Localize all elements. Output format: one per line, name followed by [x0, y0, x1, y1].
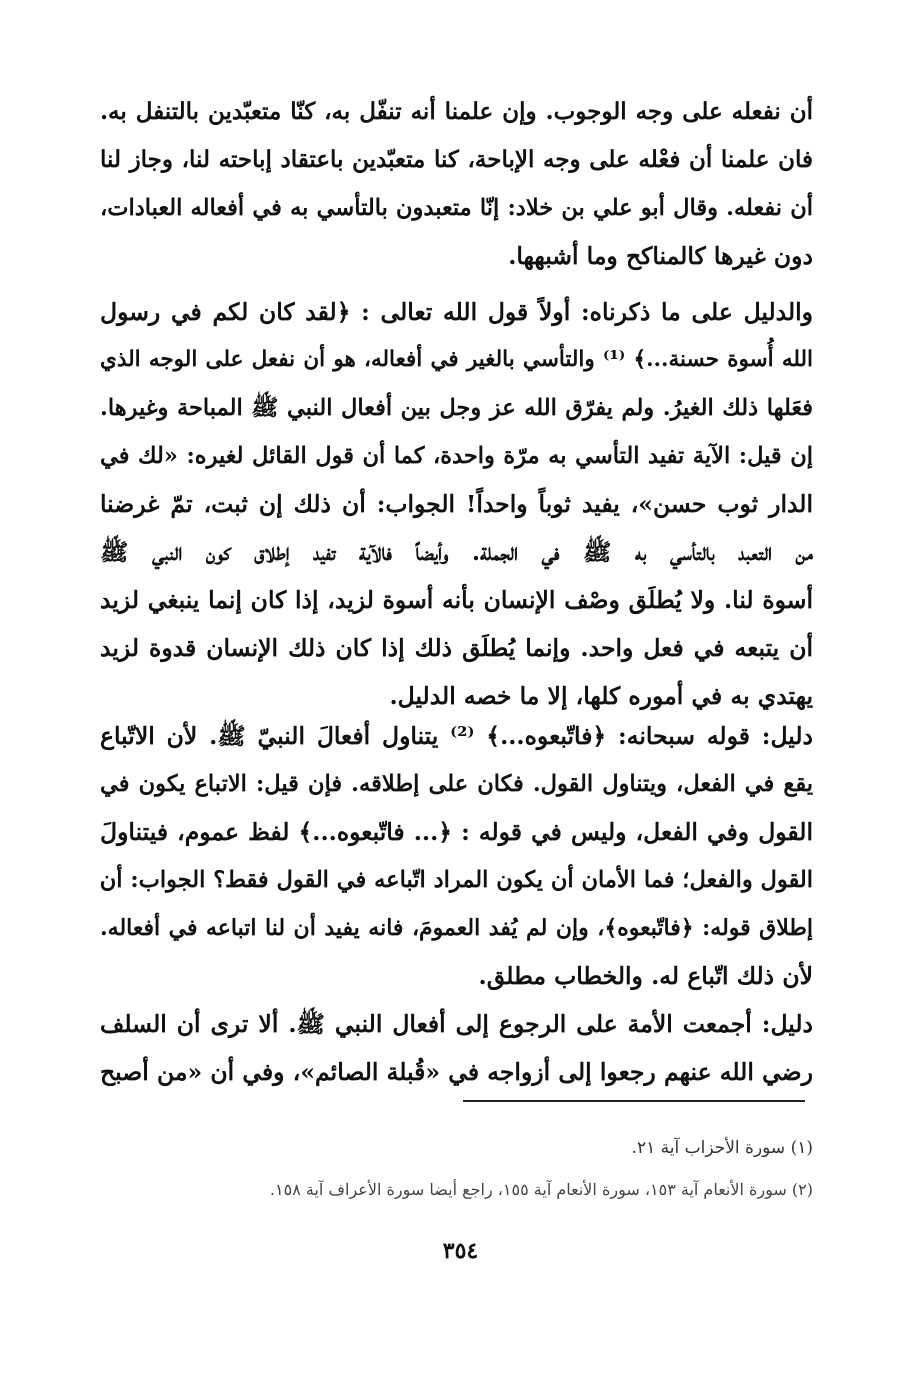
text-line: أن نفعله على وجه الوجوب. وإن علمنا أنه تنفّل به، كنّا متعبّدين بالتنفل به.	[100, 98, 813, 125]
footnote-1: (١) سورة الأحزاب آية ٢١.	[631, 1138, 813, 1158]
text-line: القول والفعل؛ فما الأمان أن يكون المراد اتّباعه في القول فقط؟ الجواب: أن	[99, 867, 813, 893]
text-line: إن قيل: الآية تفيد التأسي به مرّة واحدة، كما أن قول القائل لغيره: «لك في	[100, 443, 813, 469]
text-line: أن نفعله. وقال أبو علي بن خلاد: إنّا متعبدون بالتأسي به في أفعاله العبادات،	[100, 195, 813, 221]
paragraph-4	[100, 1000, 813, 1096]
text-line: دون غيرها كالمناكح وما أشبهها.	[508, 242, 813, 270]
text-line: رضي الله عنهم رجعوا إلى أزواجه في «قُبلة الصائم»، وفي أن «من أصبح	[100, 1058, 813, 1086]
paragraph-2	[100, 288, 813, 720]
footnote-2: (٢) سورة الأنعام آية ١٥٣، سورة الأنعام آية ١٥٥، راجع أيضا سورة الأعراف آية ١٥٨.	[269, 1180, 813, 1199]
text-line: الدار ثوب حسن»، يفيد ثوباً واحداً! الجواب: أن ذلك إن ثبت، تمّ غرضنا	[100, 490, 813, 518]
paragraph-3	[100, 712, 813, 1000]
text-line: إطلاق قوله: ﴿فاتّبعوه﴾، وإن لم يُفد العمومَ، فانه يفيد أن لنا اتباعه في أفعاله.	[100, 915, 813, 941]
paragraph-1	[100, 88, 813, 280]
text-line: يهتدي به في أموره كلها، إلا ما خصه الدليل.	[389, 682, 813, 710]
text-line: والدليل على ما ذكرناه: أولاً قول الله تعالى : ﴿لقد كان لكم في رسول	[100, 298, 813, 326]
text-line: الله أُسوة حسنة...﴾ ⁽¹⁾ والتأسي بالغير في أفعاله، هو أن نفعل على الوجه الذي	[100, 347, 813, 372]
text-line: أسوة لنا. ولا يُطلَق وصْف الإنسان بأنه أسوة لزيد، إذا كان إنما ينبغي لزيد	[100, 586, 813, 614]
text-line: فعَلها ذلك الغيرُ. ولم يفرّق الله عز وجل بين أفعال النبي ﷺ المباحة وغيرها.	[100, 395, 813, 421]
page-number: ٣٥٤	[442, 1238, 479, 1264]
text-line: دليل: قوله سبحانه: ﴿فاتّبعوه...﴾ ⁽²⁾ يتناول أفعالَ النبيّ ﷺ. لأن الاتّباع	[100, 722, 813, 750]
text-line: القول وفي الفعل، وليس في قوله : ﴿... فاتّبعوه...﴾ لفظ عموم، فيتناولَ	[100, 818, 813, 846]
text-line: أن يتبعه في فعل واحد. وإنما يُطلَق ذلك إذا كان ذلك الإنسان قدوة لزيد	[100, 634, 813, 662]
text-line: فان علمنا أن فعْله على وجه الإباحة، كنا متعبّدين باعتقاد إباحته لنا، وجاز لنا	[100, 146, 813, 173]
footnote-divider	[463, 1100, 805, 1102]
text-line: دليل: أجمعت الأمة على الرجوع إلى أفعال النبي ﷺ. ألا ترى أن السلف	[100, 1010, 813, 1038]
text-line: لأن ذلك اتّباع له. والخطاب مطلق.	[478, 962, 813, 990]
text-line: يقع في الفعل، ويتناول القول. فكان على إطلاقه. فإن قيل: الاتباع يكون في	[100, 771, 813, 797]
text-line: من التعبد بالتأسي به ﷺ في الجملة. وأيضاً فالآية تفيد إطلاق كون النبي ﷺ	[100, 538, 813, 566]
